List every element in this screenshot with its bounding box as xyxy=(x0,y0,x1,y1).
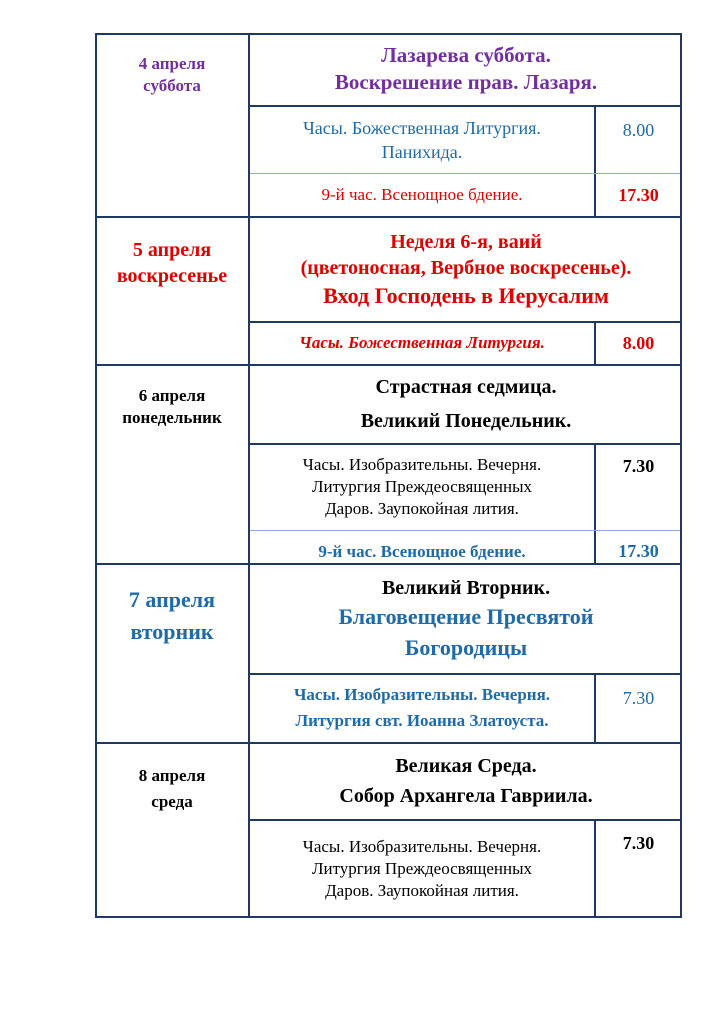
day-title: Страстная седмица. Великий Понедельник. xyxy=(360,376,572,432)
service-description: Часы. Божественная Литургия. xyxy=(299,333,545,352)
service-separator xyxy=(250,173,680,174)
service-description: 9-й час. Всенощное бдение. xyxy=(318,542,526,561)
title-separator xyxy=(248,443,682,445)
title-separator xyxy=(248,673,682,675)
service-description: Часы. Изобразительны. Вечерня. Литургия свт. Иоанна Златоуста. xyxy=(293,685,551,730)
day-weekday: вторник xyxy=(130,619,214,644)
day-date: 7 апреля xyxy=(128,587,216,612)
table-border-left xyxy=(95,33,97,918)
time-column-divider xyxy=(594,105,596,217)
time-column-divider xyxy=(594,321,596,365)
service-time: 8.00 xyxy=(622,333,655,353)
day-title: Лазарева суббота. Воскрешение прав. Лазаря. xyxy=(334,43,598,94)
day-date: 8 апреля xyxy=(138,766,206,785)
schedule-table xyxy=(95,33,682,918)
service-description: Часы. Изобразительны. Вечерня. Литургия Преждеосвященных Даров. Заупокойная лития. xyxy=(302,455,542,518)
day-date: 6 апреля xyxy=(138,386,206,405)
day-date: 4 апреля xyxy=(138,54,206,73)
service-time: 7.30 xyxy=(622,456,655,476)
title-separator xyxy=(248,819,682,821)
column-divider xyxy=(248,33,250,918)
time-column-divider xyxy=(594,443,596,564)
day-title: Неделя 6-я, ваий (цветоносная, Вербное воскресенье). Вход Господень в Иерусалим xyxy=(300,230,632,308)
table-border-right xyxy=(680,33,682,918)
day-date-cell xyxy=(95,217,249,364)
day-date: 5 апреля xyxy=(132,239,212,261)
day-weekday: суббота xyxy=(143,76,201,95)
service-description: Часы. Изобразительны. Вечерня. Литургия Преждеосвященных Даров. Заупокойная лития. xyxy=(302,837,542,900)
service-separator xyxy=(250,530,680,531)
time-column-divider xyxy=(594,819,596,918)
title-separator xyxy=(248,105,682,107)
day-title: Великий Вторник. Благовещение Пресвятой Богородицы xyxy=(338,576,594,660)
day-weekday: воскресенье xyxy=(116,265,228,287)
day-date-cell xyxy=(95,564,249,742)
time-column-divider xyxy=(594,673,596,743)
title-separator xyxy=(248,321,682,323)
day-date-cell xyxy=(95,743,249,918)
day-title: Великая Среда. Собор Архангела Гавриила. xyxy=(339,755,593,807)
day-date-cell xyxy=(95,33,249,105)
service-time: 17.30 xyxy=(618,185,659,205)
day-date-cell xyxy=(95,365,249,563)
service-time: 17.30 xyxy=(618,541,659,561)
service-time: 8.00 xyxy=(622,120,655,140)
service-description: 9-й час. Всенощное бдение. xyxy=(321,185,523,204)
service-description: Часы. Божественная Литургия. Панихида. xyxy=(303,117,541,162)
day-weekday: понедельник xyxy=(122,408,222,427)
service-time: 7.30 xyxy=(622,833,655,853)
table-border-top xyxy=(95,33,682,35)
day-weekday: среда xyxy=(151,792,193,811)
service-time: 7.30 xyxy=(622,688,655,708)
